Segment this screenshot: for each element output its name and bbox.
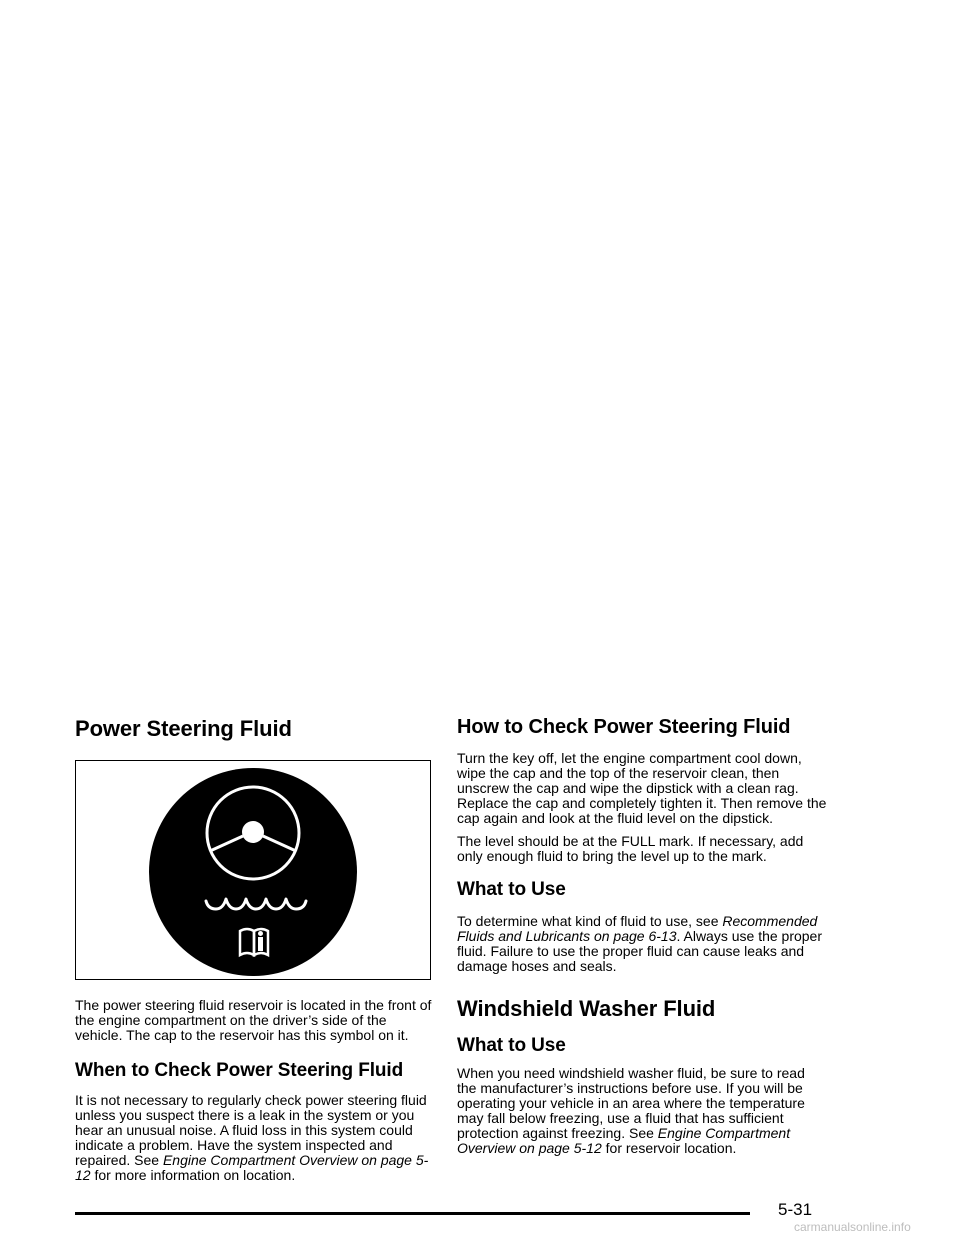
right-column	[457, 714, 827, 1164]
when-text-1: It is not necessary to regularly check power steering fluid unless you suspect there is a leak in the system or you hear an unusual noise. A fluid loss in this system could indicate a problem. Have the system inspected and repaired. See	[75, 1092, 427, 1168]
paragraph-when-to-check	[75, 1093, 433, 1183]
heading-what-to-use: What to Use	[457, 879, 566, 900]
heading-when-to-check: When to Check Power Steering Fluid	[75, 1060, 404, 1081]
heading-power-steering-fluid: Power Steering Fluid	[75, 716, 292, 741]
what-text-1: To determine what kind of fluid to use, see	[457, 913, 723, 929]
paragraph-full-mark: The level should be at the FULL mark. If necessary, add only enough fluid to bring the level up to the mark.	[457, 833, 804, 864]
footer-rule	[75, 1212, 750, 1215]
heading-washer-what-to-use: What to Use	[457, 1035, 566, 1056]
when-text-2: for more information on location.	[90, 1167, 296, 1183]
washer-text-1: When you need windshield washer fluid, be sure to read the manufacturer’s instructions before use. If you will be operating your vehicle in an area where the temperature may fall below freezing, use a fluid that has sufficient protection against freezing. See	[457, 1065, 805, 1141]
symbol-figure	[75, 760, 431, 980]
paragraph-reservoir-location: The power steering fluid reservoir is located in the front of the engine compartment on the driver’s side of the vehicle. The cap to the reservoir has this symbol on it.	[75, 997, 432, 1043]
washer-text-2: for reservoir location.	[601, 1140, 737, 1156]
link-recommended-fluids[interactable]: Recommended Fluids and Lubricants on page 6-13	[457, 913, 818, 944]
paragraph-washer-fluid	[457, 1066, 827, 1156]
page-number: 5-31	[778, 1200, 813, 1219]
paragraph-how-to-check: Turn the key off, let the engine compartment cool down, wipe the cap and the top of the reservoir clean, then unscrew the cap and wipe the dipstick with a clean rag. Replace the cap and completely tighten it. Then remove the cap again and look at the fluid level on the dipstick.	[457, 750, 827, 826]
link-engine-compartment-overview-2[interactable]: Engine Compartment Overview on page 5-12	[457, 1125, 791, 1156]
link-engine-compartment-overview[interactable]: Engine Compartment Overview on page 5-12	[75, 1152, 429, 1183]
left-column	[75, 714, 433, 1191]
watermark: carmanualsonline.info	[794, 1220, 911, 1234]
power-steering-fluid-symbol-icon	[76, 761, 432, 981]
what-text-2: . Always use the proper fluid. Failure to use the proper fluid can cause leaks and damage hoses and seals.	[457, 928, 823, 974]
heading-windshield-washer-fluid: Windshield Washer Fluid	[457, 996, 716, 1021]
heading-how-to-check: How to Check Power Steering Fluid	[457, 716, 791, 738]
paragraph-what-to-use	[457, 914, 827, 974]
